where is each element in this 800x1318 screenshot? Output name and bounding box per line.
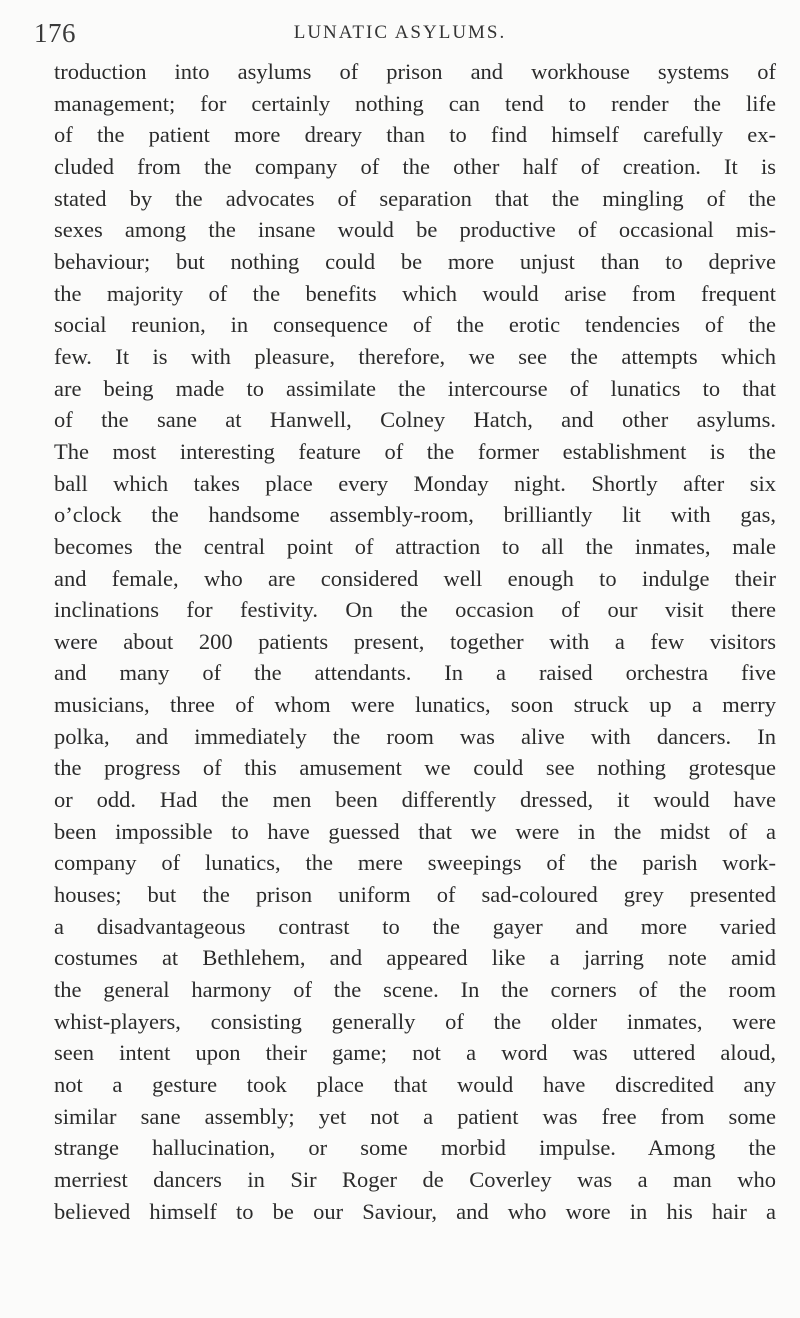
text-line: costumes at Bethlehem, and appeared like a jarring note amid	[54, 945, 776, 971]
text-line: sexes among the insane would be productive of occasional mis-	[54, 217, 776, 243]
running-title: LUNATIC ASYLUMS.	[293, 22, 507, 43]
text-line: management; for certainly nothing can tend to render the life	[54, 90, 776, 116]
text-line: merriest dancers in Sir Roger de Coverley was a man who	[54, 1166, 776, 1192]
body-text	[54, 56, 776, 1227]
text-line: few. It is with pleasure, therefore, we see the attempts which	[54, 343, 776, 369]
text-line: similar sane assembly; yet not a patient was free from some	[54, 1103, 776, 1129]
text-line: or odd. Had the men been differently dressed, it would have	[54, 787, 776, 813]
text-line: a disadvantageous contrast to the gayer and more varied	[54, 913, 776, 939]
text-line: of the patient more dreary than to find himself carefully ex-	[54, 122, 776, 148]
text-line: and female, who are considered well enough to indulge their	[54, 565, 776, 591]
text-line: inclinations for festivity. On the occasion of our visit there	[54, 597, 776, 623]
page-number: 176	[34, 18, 76, 48]
text-line: are being made to assimilate the intercourse of lunatics to that	[54, 375, 776, 401]
text-line: cluded from the company of the other half of creation. It is	[54, 153, 776, 179]
text-line: polka, and immediately the room was alive with dancers. In	[54, 723, 776, 749]
text-line: the general harmony of the scene. In the corners of the room	[54, 977, 776, 1003]
text-line: the majority of the benefits which would arise from frequent	[54, 280, 776, 306]
text-line: and many of the attendants. In a raised orchestra five	[54, 660, 776, 686]
text-line: company of lunatics, the mere sweepings of the parish work-	[54, 850, 776, 876]
text-line: ball which takes place every Monday night. Shortly after six	[54, 470, 776, 496]
text-line: of the sane at Hanwell, Colney Hatch, and other asylums.	[54, 407, 776, 433]
text-line: not a gesture took place that would have discredited any	[54, 1072, 776, 1097]
text-line: whist-players, consisting generally of the older inmates, were	[54, 1008, 776, 1034]
text-line: behaviour; but nothing could be more unjust than to deprive	[54, 248, 776, 274]
text-line: social reunion, in consequence of the erotic tendencies of the	[54, 312, 776, 338]
text-line: musicians, three of whom were lunatics, soon struck up a merry	[54, 692, 776, 718]
text-line: houses; but the prison uniform of sad-coloured grey presented	[54, 882, 776, 908]
text-line: The most interesting feature of the former establishment is the	[54, 438, 776, 464]
text-line: been impossible to have guessed that we were in the midst of a	[54, 818, 776, 844]
text-line: strange hallucination, or some morbid impulse. Among the	[54, 1135, 776, 1161]
running-head	[34, 18, 766, 52]
text-line: the progress of this amusement we could see nothing grotesque	[54, 755, 776, 781]
text-line: troduction into asylums of prison and workhouse systems of	[54, 59, 776, 84]
text-line: becomes the central point of attraction to all the inmates, male	[54, 533, 776, 559]
text-line: o’clock the handsome assembly-room, brilliantly lit with gas,	[54, 502, 776, 528]
text-line: stated by the advocates of separation that the mingling of the	[54, 185, 776, 211]
text-line: believed himself to be our Saviour, and who wore in his hair a	[54, 1198, 776, 1224]
text-line: were about 200 patients present, together with a few visitors	[54, 628, 776, 654]
text-line: seen intent upon their game; not a word was uttered aloud,	[54, 1040, 776, 1066]
